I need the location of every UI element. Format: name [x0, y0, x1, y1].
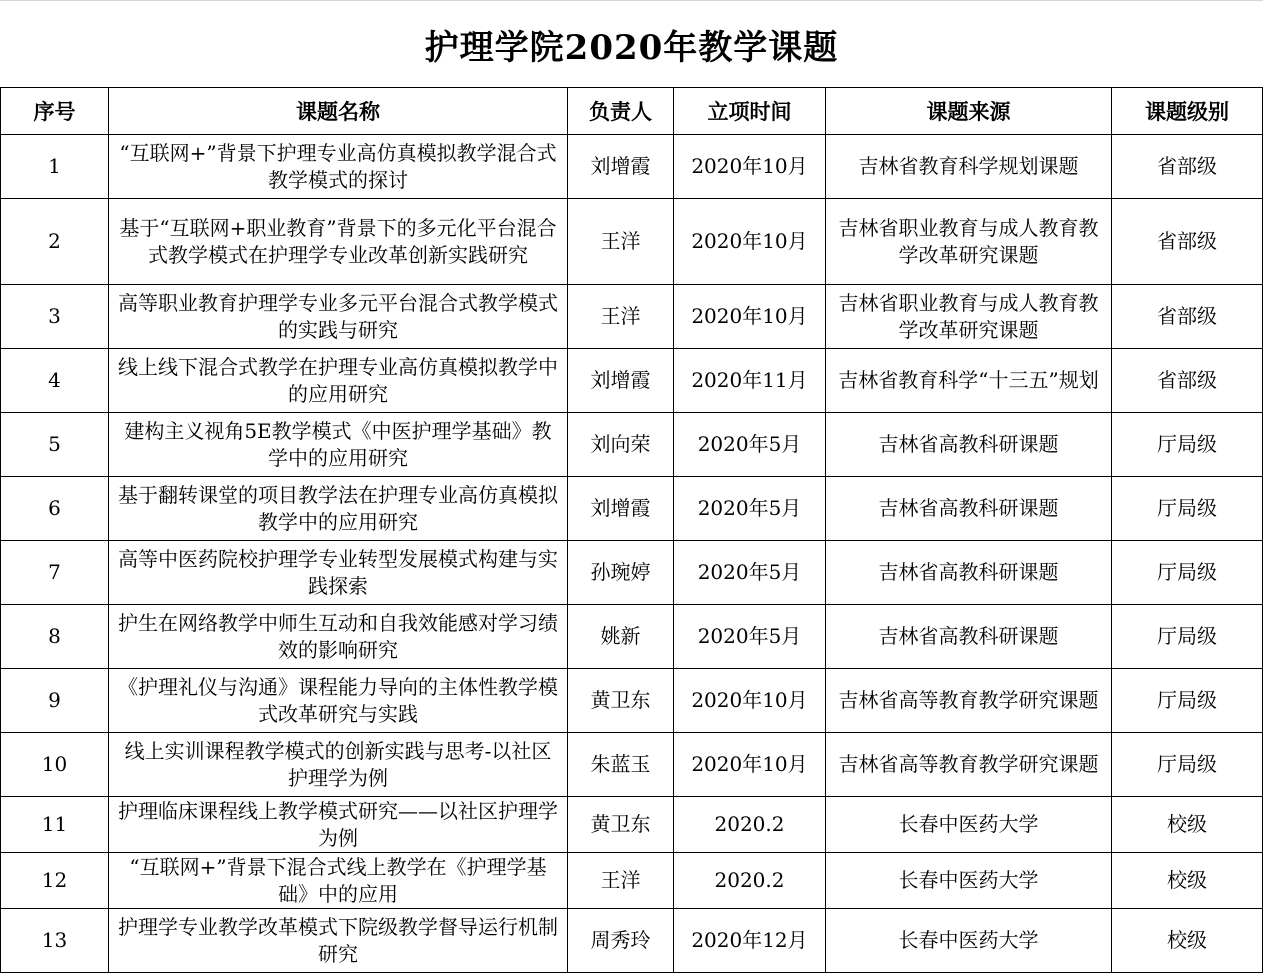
- project-leader: 刘增霞: [568, 135, 674, 199]
- project-level: 校级: [1112, 853, 1263, 909]
- row-number: 3: [1, 285, 109, 349]
- project-name: 基于“互联网+职业教育”背景下的多元化平台混合式教学模式在护理学专业改革创新实践研究: [109, 199, 568, 285]
- row-number: 1: [1, 135, 109, 199]
- project-level: 省部级: [1112, 135, 1263, 199]
- project-leader: 朱蓝玉: [568, 733, 674, 797]
- header-no: 序号: [1, 88, 109, 135]
- approval-date: 2020年11月: [674, 349, 826, 413]
- table-row: [1, 199, 1263, 285]
- project-name: 高等中医药院校护理学专业转型发展模式构建与实践探索: [109, 541, 568, 605]
- row-number: 8: [1, 605, 109, 669]
- projects-table: [0, 87, 1263, 973]
- project-level: 厅局级: [1112, 733, 1263, 797]
- row-number: 13: [1, 909, 109, 973]
- project-leader: 刘增霞: [568, 349, 674, 413]
- row-number: 10: [1, 733, 109, 797]
- project-level: 省部级: [1112, 199, 1263, 285]
- table-row: [1, 135, 1263, 199]
- table-row: [1, 541, 1263, 605]
- row-number: 7: [1, 541, 109, 605]
- row-number: 6: [1, 477, 109, 541]
- table-row: [1, 669, 1263, 733]
- project-name: 护生在网络教学中师生互动和自我效能感对学习绩效的影响研究: [109, 605, 568, 669]
- approval-date: 2020年5月: [674, 477, 826, 541]
- approval-date: 2020年10月: [674, 669, 826, 733]
- approval-date: 2020年5月: [674, 541, 826, 605]
- project-leader: 黄卫东: [568, 669, 674, 733]
- row-number: 12: [1, 853, 109, 909]
- project-level: 省部级: [1112, 285, 1263, 349]
- row-number: 11: [1, 797, 109, 853]
- project-source: 吉林省高教科研课题: [826, 605, 1112, 669]
- project-leader: 王洋: [568, 853, 674, 909]
- project-source: 吉林省高教科研课题: [826, 477, 1112, 541]
- project-source: 吉林省职业教育与成人教育教学改革研究课题: [826, 199, 1112, 285]
- project-level: 厅局级: [1112, 477, 1263, 541]
- row-number: 5: [1, 413, 109, 477]
- project-leader: 黄卫东: [568, 797, 674, 853]
- project-name: “互联网+”背景下护理专业高仿真模拟教学混合式教学模式的探讨: [109, 135, 568, 199]
- table-row: [1, 797, 1263, 853]
- approval-date: 2020.2: [674, 853, 826, 909]
- row-number: 2: [1, 199, 109, 285]
- table-row: [1, 477, 1263, 541]
- approval-date: 2020年10月: [674, 733, 826, 797]
- project-source: 吉林省教育科学规划课题: [826, 135, 1112, 199]
- project-level: 厅局级: [1112, 413, 1263, 477]
- project-level: 厅局级: [1112, 541, 1263, 605]
- approval-date: 2020年5月: [674, 413, 826, 477]
- project-name: 《护理礼仪与沟通》课程能力导向的主体性教学模式改革研究与实践: [109, 669, 568, 733]
- project-source: 吉林省高教科研课题: [826, 541, 1112, 605]
- approval-date: 2020.2: [674, 797, 826, 853]
- table-row: [1, 733, 1263, 797]
- header-name: 课题名称: [109, 88, 568, 135]
- table-body: [1, 135, 1263, 973]
- project-name: 基于翻转课堂的项目教学法在护理专业高仿真模拟教学中的应用研究: [109, 477, 568, 541]
- project-source: 吉林省高教科研课题: [826, 413, 1112, 477]
- table-row: [1, 909, 1263, 973]
- table-row: [1, 853, 1263, 909]
- approval-date: 2020年5月: [674, 605, 826, 669]
- project-name: 护理临床课程线上教学模式研究——以社区护理学为例: [109, 797, 568, 853]
- project-leader: 王洋: [568, 199, 674, 285]
- project-source: 长春中医药大学: [826, 797, 1112, 853]
- project-leader: 孙琬婷: [568, 541, 674, 605]
- title-row: [0, 0, 1263, 87]
- project-leader: 王洋: [568, 285, 674, 349]
- approval-date: 2020年10月: [674, 199, 826, 285]
- project-level: 省部级: [1112, 349, 1263, 413]
- header-row: [1, 88, 1263, 135]
- approval-date: 2020年12月: [674, 909, 826, 973]
- project-leader: 刘增霞: [568, 477, 674, 541]
- approval-date: 2020年10月: [674, 285, 826, 349]
- project-name: “互联网+”背景下混合式线上教学在《护理学基础》中的应用: [109, 853, 568, 909]
- approval-date: 2020年10月: [674, 135, 826, 199]
- project-source: 吉林省高等教育教学研究课题: [826, 733, 1112, 797]
- project-source: 吉林省教育科学“十三五”规划: [826, 349, 1112, 413]
- project-source: 长春中医药大学: [826, 909, 1112, 973]
- project-source: 吉林省高等教育教学研究课题: [826, 669, 1112, 733]
- table-row: [1, 285, 1263, 349]
- table-row: [1, 605, 1263, 669]
- project-name: 线上实训课程教学模式的创新实践与思考-以社区护理学为例: [109, 733, 568, 797]
- project-level: 厅局级: [1112, 605, 1263, 669]
- header-leader: 负责人: [568, 88, 674, 135]
- row-number: 4: [1, 349, 109, 413]
- row-number: 9: [1, 669, 109, 733]
- project-leader: 周秀玲: [568, 909, 674, 973]
- header-source: 课题来源: [826, 88, 1112, 135]
- project-leader: 刘向荣: [568, 413, 674, 477]
- header-level: 课题级别: [1112, 88, 1263, 135]
- project-name: 线上线下混合式教学在护理专业高仿真模拟教学中的应用研究: [109, 349, 568, 413]
- project-source: 吉林省职业教育与成人教育教学改革研究课题: [826, 285, 1112, 349]
- header-date: 立项时间: [674, 88, 826, 135]
- page-title: 护理学院2020年教学课题: [424, 27, 839, 68]
- project-level: 校级: [1112, 909, 1263, 973]
- project-name: 高等职业教育护理学专业多元平台混合式教学模式的实践与研究: [109, 285, 568, 349]
- project-leader: 姚新: [568, 605, 674, 669]
- project-level: 厅局级: [1112, 669, 1263, 733]
- project-level: 校级: [1112, 797, 1263, 853]
- project-name: 建构主义视角5E教学模式《中医护理学基础》教学中的应用研究: [109, 413, 568, 477]
- project-name: 护理学专业教学改革模式下院级教学督导运行机制研究: [109, 909, 568, 973]
- table-row: [1, 413, 1263, 477]
- project-source: 长春中医药大学: [826, 853, 1112, 909]
- table-row: [1, 349, 1263, 413]
